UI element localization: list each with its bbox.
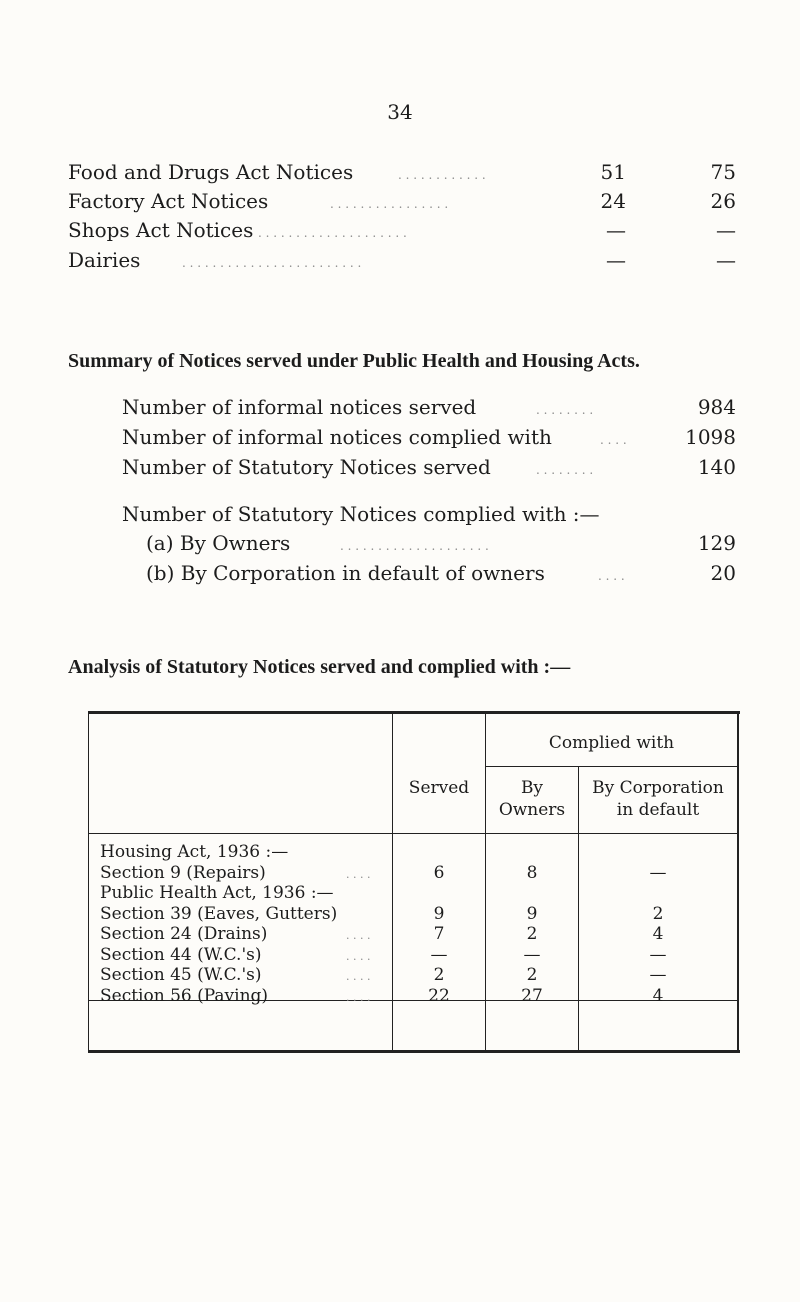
leader-dots: . . . . <box>346 970 371 983</box>
table-row-label: Section 9 (Repairs) <box>100 863 266 883</box>
notice-value-a: — <box>606 248 626 272</box>
header-by-corporation-line2: in default <box>616 800 700 820</box>
table-bottom-border <box>88 1050 740 1053</box>
cell-owners: 9 <box>526 904 538 924</box>
leader-dots: . . . . <box>346 950 371 963</box>
header-complied-with: Complied with <box>548 733 675 753</box>
notice-value-b: — <box>716 218 736 242</box>
notice-label: Food and Drugs Act Notices <box>68 160 354 184</box>
cell-corporation: — <box>649 965 667 985</box>
cell-served: 2 <box>433 965 445 985</box>
header-by-owners-line2: Owners <box>498 800 566 820</box>
leader-dots: . . . . <box>346 929 371 942</box>
cell-corporation: 4 <box>652 924 664 944</box>
cell-owners: 27 <box>521 986 543 1006</box>
notice-value-b: 75 <box>710 160 736 184</box>
table-row-label: Public Health Act, 1936 :— <box>100 883 334 903</box>
leader-dots: . . . . . . . . . . . . . . . . . . . . . . . . <box>182 256 362 270</box>
leader-dots: . . . . <box>346 868 371 881</box>
leader-dots: . . . . . . . . <box>536 463 594 477</box>
cell-served: 22 <box>428 986 450 1006</box>
summary-label: Number of informal notices served <box>122 395 477 419</box>
notice-label: Shops Act Notices <box>68 218 254 242</box>
cell-corporation: — <box>649 945 667 965</box>
cell-served: 9 <box>433 904 445 924</box>
summary-label: Number of Statutory Notices served <box>122 455 491 479</box>
header-by-owners-line1: By <box>520 778 544 798</box>
cell-served: 7 <box>433 924 445 944</box>
summary-value: 20 <box>710 561 736 585</box>
table-left-border <box>88 711 89 1053</box>
summary-value: 129 <box>697 531 736 555</box>
notice-value-a: 51 <box>600 160 626 184</box>
table-row-label: Section 56 (Paving) <box>100 986 269 1006</box>
summary-value: 1098 <box>685 425 736 449</box>
notice-label: Dairies <box>68 248 141 272</box>
cell-owners: 8 <box>526 863 538 883</box>
table-row-label: Section 24 (Drains) <box>100 924 268 944</box>
cell-corporation: — <box>649 863 667 883</box>
summary-value: 140 <box>697 455 736 479</box>
table-right-border <box>737 711 739 1053</box>
cell-owners: — <box>523 945 541 965</box>
notice-label: Factory Act Notices <box>68 189 269 213</box>
cell-served: — <box>430 945 448 965</box>
leader-dots: . . . . <box>346 991 371 1004</box>
leader-dots: . . . . . . . . . . . . <box>398 168 486 182</box>
table-row-label: Housing Act, 1936 :— <box>100 842 289 862</box>
table-top-border <box>88 711 740 714</box>
leader-dots: . . . . . . . . <box>536 403 594 417</box>
cell-corporation: 2 <box>652 904 664 924</box>
leader-dots: . . . . <box>598 569 625 583</box>
summary-label: (a) By Owners <box>146 531 291 555</box>
complied-intro: Number of Statutory Notices complied with :— <box>122 502 600 526</box>
cell-served: 6 <box>433 863 445 883</box>
notice-value-a: — <box>606 218 626 242</box>
page-number: 34 <box>387 100 413 124</box>
leader-dots: . . . . . . . . . . . . . . . . <box>330 197 449 211</box>
cell-owners: 2 <box>526 924 538 944</box>
table-row-label: Section 39 (Eaves, Gutters) <box>100 904 338 924</box>
summary-value: 984 <box>697 395 736 419</box>
summary-label: Number of informal notices complied with <box>122 425 552 449</box>
leader-dots: . . . . . . . . . . . . . . . . . . . . <box>340 539 489 553</box>
header-by-corporation-line1: By Corporation <box>592 778 724 798</box>
summary-heading: Summary of Notices served under Public Health and Housing Acts. <box>68 350 640 372</box>
cell-owners: 2 <box>526 965 538 985</box>
cell-corporation: 4 <box>652 986 664 1006</box>
header-served: Served <box>408 778 470 798</box>
leader-dots: . . . . <box>600 433 627 447</box>
table-row-label: Section 45 (W.C.'s) <box>100 965 262 985</box>
notice-value-b: 26 <box>710 189 736 213</box>
notice-value-b: — <box>716 248 736 272</box>
header-subdivider <box>485 766 737 767</box>
notice-value-a: 24 <box>600 189 626 213</box>
header-bottom-rule <box>88 833 738 834</box>
analysis-heading: Analysis of Statutory Notices served and complied with :— <box>68 656 571 678</box>
leader-dots: . . . . . . . . . . . . . . . . . . . . <box>258 226 407 240</box>
summary-label: (b) By Corporation in default of owners <box>146 561 545 585</box>
table-row-label: Section 44 (W.C.'s) <box>100 945 262 965</box>
